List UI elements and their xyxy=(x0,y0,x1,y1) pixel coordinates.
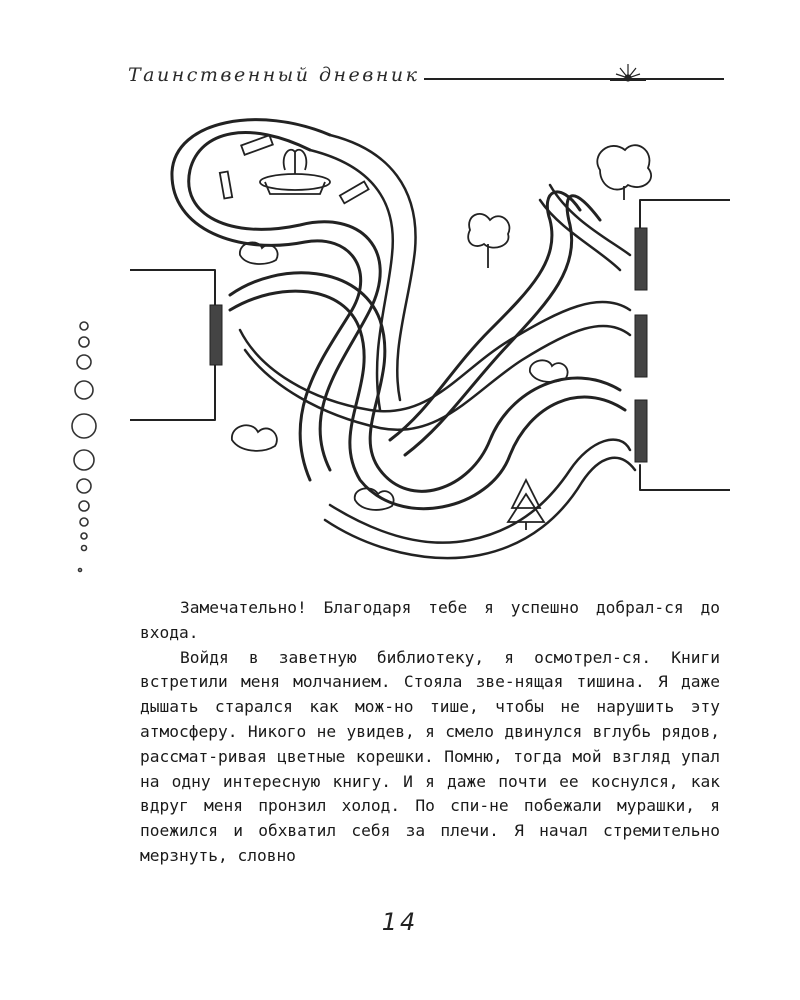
fir-tree-icon xyxy=(508,480,544,530)
right-gate xyxy=(640,200,730,490)
paragraph: Замечательно! Благодаря тебе я успешно добрал-ся до входа. xyxy=(140,598,720,642)
maze-illustration xyxy=(130,110,730,570)
body-text xyxy=(140,596,720,869)
fountain-icon xyxy=(260,150,330,194)
header-rule xyxy=(424,78,724,80)
page-number: 14 xyxy=(381,908,419,936)
running-header xyxy=(128,58,728,94)
paragraph: Войдя в заветную библиотеку, я осмотрел-ся. Книги встретили меня молчанием. Стояла зве-нящая тишина. Я даже дышать старался как мож-но тише, чтобы не нарушить эту атмосферу. Никого не увидев, я смело двинулся вглубь рядов, рассмат-ривая цветные корешки. Помню, тогда мой взгляд упал на одну интересную книгу. И я даже почти ее коснулся, как вдруг меня пронзил холод. По спи-не побежали мурашки, я поежился и обхватил себя за плечи. Я начал стремительно мерзнуть, словно xyxy=(140,647,720,865)
sparkle-ornament-icon xyxy=(598,58,658,88)
gate-post-icon xyxy=(210,228,647,462)
left-gate xyxy=(130,270,215,420)
decorative-bubbles xyxy=(62,318,102,586)
book-title: Таинственный дневник xyxy=(128,64,420,86)
maze-path-main xyxy=(230,185,635,558)
